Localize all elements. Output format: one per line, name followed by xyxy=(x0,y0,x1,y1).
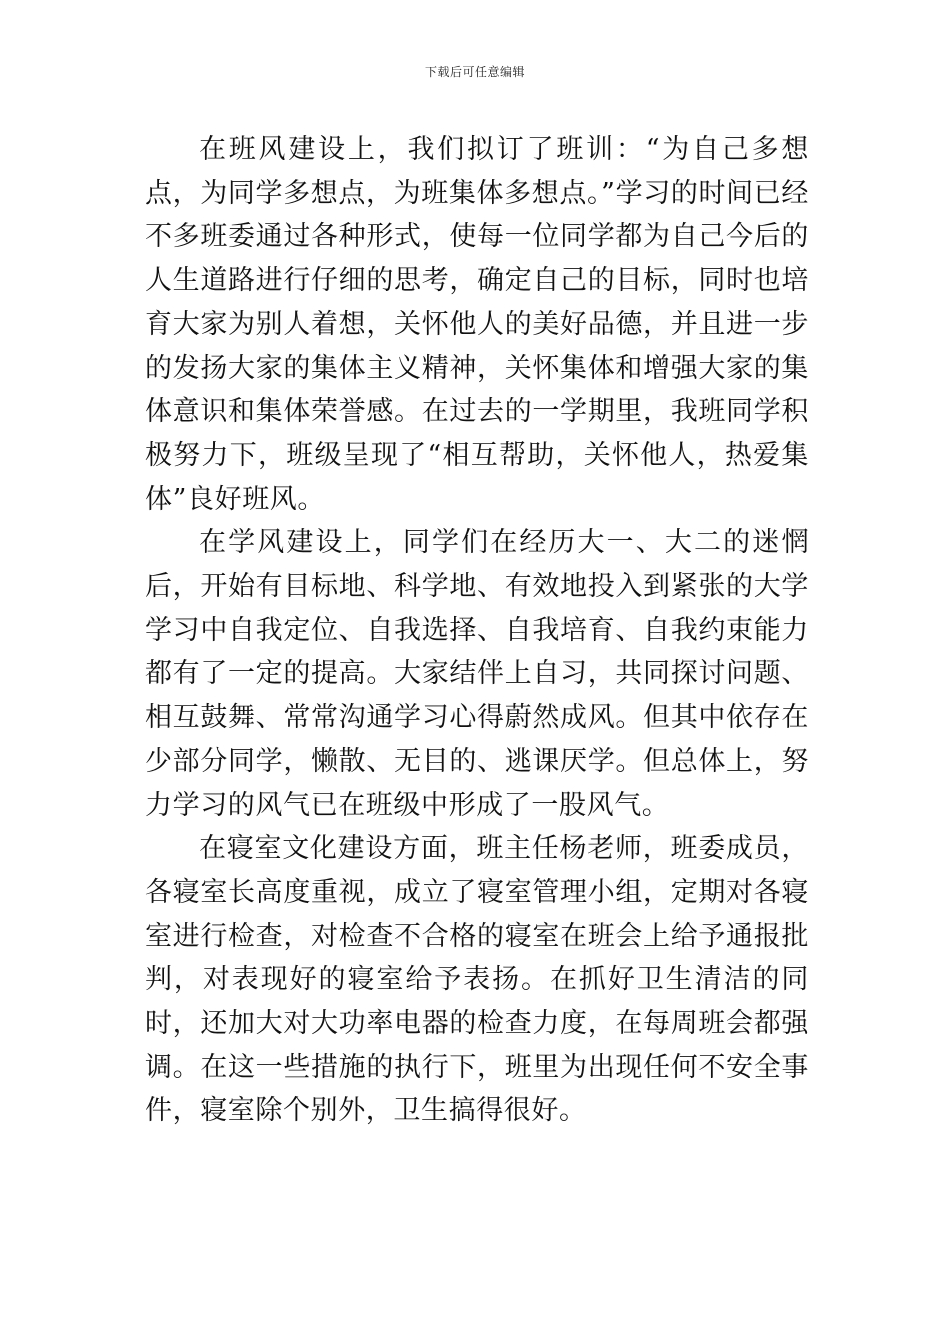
paragraph-dormitory-culture: 在寝室文化建设方面，班主任杨老师，班委成员，各寝室长高度重视，成立了寝室管理小组，定期对各寝室进行检查，对检查不合格的寝室在班会上给予通报批判，对表现好的寝室给予表扬。在抓好卫生清洁的同时，还加大对大功率电器的检查力度，在每周班会都强调。在这一些措施的执行下，班里为出现任何不安全事件，寝室除个别外，卫生搞得很好。 xyxy=(145,833,809,1127)
paragraph-class-style: 在班风建设上，我们拟订了班训：“为自己多想点，为同学多想点，为班集体多想点。”学习的时间已经不多班委通过各种形式，使每一位同学都为自己今后的人生道路进行仔细的思考，确定自己的目标，同时也培育大家为别人着想，关怀他人的美好品德，并且进一步的发扬大家的集体主义精神，关怀集体和增强大家的集体意识和集体荣誉感。在过去的一学期里，我班同学积极努力下，班级呈现了“相互帮助，关怀他人，热爱集体”良好班风。 xyxy=(145,134,809,515)
document-body xyxy=(145,128,809,1133)
paragraph-study-style: 在学风建设上，同学们在经历大一、大二的迷惘后，开始有目标地、科学地、有效地投入到紧张的大学学习中自我定位、自我选择、自我培育、自我约束能力都有了一定的提高。大家结伴上自习，共同探讨问题、相互鼓舞、常常沟通学习心得蔚然成风。但其中依存在少部分同学，懒散、无目的、逃课厌学。但总体上，努力学习的风气已在班级中形成了一股风气。 xyxy=(145,527,809,821)
page-header: 下载后可任意编辑 xyxy=(424,65,525,79)
